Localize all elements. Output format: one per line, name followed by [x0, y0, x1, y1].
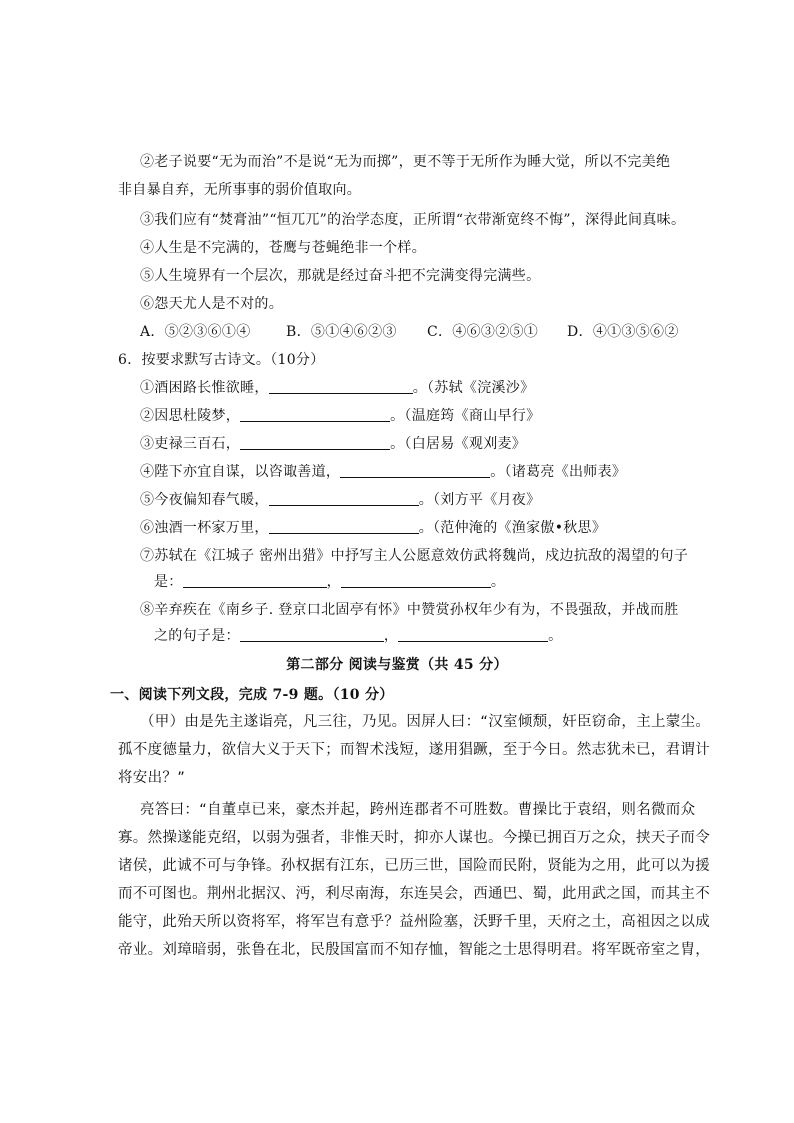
answer-blank[interactable]	[340, 463, 490, 478]
part-2-heading: 第二部分 阅读与鉴赏（共 45 分）	[286, 657, 508, 673]
answer-blank[interactable]	[269, 519, 419, 534]
choice-b: B．⑤①④⑥②③	[286, 324, 397, 340]
separator: ，	[383, 628, 399, 644]
q6-item-1-prompt: ①酒困路长惟欲睡，	[140, 380, 269, 396]
answer-blank[interactable]	[341, 573, 491, 588]
jia-paragraph-line-2: 孤不度德量力，欲信大义于天下；而智术浅短，遂用猖蹶，至于今日。然志犹未已，君谓计	[118, 742, 710, 758]
answer-choices	[140, 322, 679, 342]
q6-item-4-prompt: ④陛下亦宜自谋，以咨诹善道，	[140, 464, 341, 480]
q6-item-6-prompt: ⑥浊酒一杯家万里，	[140, 520, 269, 536]
q6-item-6-source: 。（范仲淹的《渔家傲•秋思》	[418, 520, 607, 536]
q6-item-4	[140, 462, 626, 482]
q6-item-1	[140, 378, 534, 398]
q6-item-2-source: 。（温庭筠《商山早行》	[390, 408, 541, 424]
answer-blank[interactable]	[398, 627, 548, 642]
answer-blank[interactable]	[183, 573, 327, 588]
statement-6: ⑥怨天尤人是不对的。	[140, 296, 283, 312]
liang-paragraph-line-4: 而不可图也。荆州北据汉、沔，利尽南海，东连吴会，西通巴、蜀，此用武之国，而其主不	[118, 886, 710, 902]
jia-paragraph-line-1: （甲）由是先主遂诣亮，凡三往，乃见。因屏人曰：“汉室倾颓，奸臣窃命，主上蒙尘。	[140, 714, 711, 730]
end-mark: 。	[490, 574, 506, 590]
separator: ，	[326, 574, 341, 590]
statement-5: ⑤人生境界有一个层次，那就是经过奋斗把不完满变得完满些。	[140, 268, 541, 284]
q6-item-5	[140, 490, 540, 510]
liang-paragraph-line-2: 寡。然操遂能克绍，以弱为强者，非惟天时，抑亦人谋也。今操已拥百万之众，挟天子而令	[118, 830, 710, 846]
answer-blank[interactable]	[269, 491, 419, 506]
q6-item-4-source: 。（诸葛亮《出师表》	[490, 464, 627, 480]
q6-item-7-line-2	[154, 572, 505, 592]
q6-item-3	[140, 434, 526, 454]
section-1-heading: 一、阅读下列文段，完成 7-9 题。（10 分）	[110, 687, 394, 703]
liang-paragraph-line-1: 亮答曰：“自董卓已来，豪杰并起，跨州连郡者不可胜数。曹操比于袁绍，则名微而众	[140, 802, 696, 818]
q6-item-8-line-2	[154, 626, 562, 646]
statement-2-line-1: ②老子说要“无为而治”不是说“无为而掷”，更不等于无所作为睡大觉，所以不完美绝	[140, 154, 671, 170]
q6-item-3-source: 。（白居易《观刈麦》	[390, 436, 527, 452]
q6-item-2	[140, 406, 540, 426]
choice-c: C．④⑥③②⑤①	[427, 324, 539, 340]
answer-blank[interactable]	[240, 435, 390, 450]
q6-item-8-line-1: ⑧辛弃疾在《南乡子. 登京口北固亭有怀》中赞赏孙权年少有为，不畏强敌，并战而胜	[140, 602, 679, 618]
jia-paragraph-line-3: 将安出？”	[118, 770, 186, 786]
answer-blank[interactable]	[240, 627, 384, 642]
answer-blank[interactable]	[269, 379, 413, 394]
end-mark: 。	[548, 628, 563, 644]
liang-paragraph-line-5: 能守，此殆天所以资将军，将军岂有意乎？益州险塞，沃野千里，天府之土，高祖因之以成	[118, 914, 710, 930]
q6-item-7-lead: 是：	[154, 574, 183, 590]
statement-2-line-2: 非自暴自弃，无所事事的弱价值取向。	[118, 182, 362, 198]
q6-item-7-line-1: ⑦苏轼在《江城子 密州出猎》中抒写主人公愿意效仿武将魏尚，戍边抗敌的渴望的句子	[140, 548, 689, 564]
q6-item-1-source: 。（苏轼《浣溪沙》	[412, 380, 535, 396]
q6-item-5-prompt: ⑤今夜偏知春气暖，	[140, 492, 269, 508]
q6-item-2-prompt: ②因思杜陵梦，	[140, 408, 241, 424]
q6-item-3-prompt: ③吏禄三百石，	[140, 436, 241, 452]
question-6-title: 6．按要求默写古诗文。（10分）	[118, 352, 325, 368]
q6-item-8-lead: 之的句子是：	[154, 628, 240, 644]
choice-a: A．⑤②③⑥①④	[140, 324, 251, 340]
statement-3: ③我们应有“焚膏油”“恒兀兀”的治学态度，正所谓“衣带渐宽终不悔”，深得此间真味。	[140, 212, 686, 228]
liang-paragraph-line-6: 帝业。刘璋暗弱，张鲁在北，民殷国富而不知存恤，智能之士思得明君。将军既帝室之胄，	[118, 942, 710, 958]
q6-item-5-source: 。（刘方平《月夜》	[418, 492, 541, 508]
liang-paragraph-line-3: 诸侯，此诚不可与争锋。孙权据有江东，已历三世，国险而民附，贤能为之用，此可以为援	[118, 858, 710, 874]
statement-4: ④人生是不完满的，苍鹰与苍蝇绝非一个样。	[140, 240, 426, 256]
answer-blank[interactable]	[240, 407, 390, 422]
choice-d: D．④①③⑤⑥②	[567, 324, 679, 340]
q6-item-6	[140, 518, 606, 538]
